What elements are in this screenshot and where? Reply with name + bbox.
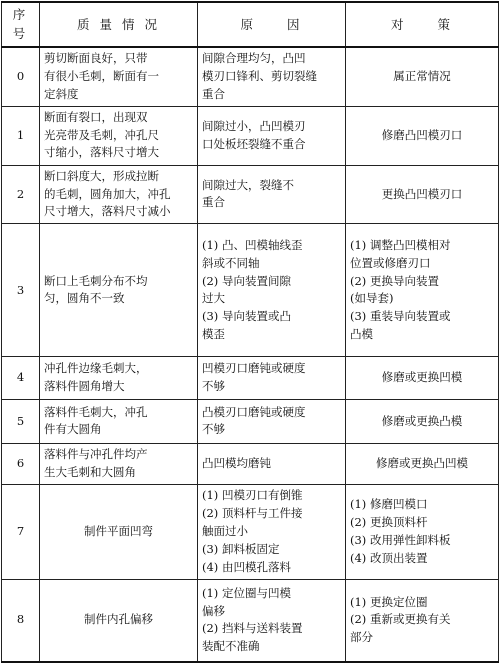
cell-line: 偏移 (202, 603, 225, 618)
header-quality: 质 量 情 况 (40, 2, 198, 47)
cell-line: 属正常情况 (393, 68, 451, 83)
cell-line: (4) 由凹模孔落料 (202, 559, 291, 574)
table-row (2, 165, 499, 224)
cell-line: 匀，圆角不一致 (44, 291, 125, 306)
header-cause: 原 因 (198, 2, 346, 47)
cell-line: 制件内孔偏移 (84, 612, 153, 627)
measure-cell (346, 357, 499, 399)
cell-line: 间隙过小，凸凹模刃 (202, 118, 306, 133)
cell-line: (如导套) (350, 291, 394, 306)
row-index: 3 (2, 224, 40, 357)
cell-line: 不够 (202, 422, 225, 437)
cell-line: 模歪 (202, 327, 225, 342)
cell-line: 更换凸凹模刃口 (381, 186, 463, 201)
cell-line: 生大毛刺和大圆角 (44, 465, 136, 480)
cell-line: 修磨或更换凸凹模 (376, 456, 468, 471)
cell-line: (3) 卸料板固定 (202, 541, 280, 556)
header-row (2, 2, 499, 47)
cell-line: 修磨或更换凹模 (381, 370, 463, 385)
cell-line: 光亮带及毛刺，冲孔尺 (44, 127, 159, 142)
measure-cell (346, 165, 499, 224)
quality-cell (40, 579, 198, 662)
cell-line: (2) 挡料与送料装置 (202, 621, 303, 636)
cell-line: 凸模 (350, 327, 373, 342)
header-index: 序号 (2, 2, 40, 47)
cell-line: (2) 顶料杆与工件接 (202, 506, 303, 521)
cell-line: 寸缩小，落料尺寸增大 (44, 145, 159, 160)
cell-line: 位置或修磨刃口 (350, 255, 431, 270)
cell-line: (3) 导向装置或凸 (202, 309, 291, 324)
cell-line: 不够 (202, 379, 225, 394)
measure-cell (346, 485, 499, 580)
row-index: 0 (2, 47, 40, 106)
cell-line: (1) 定位圈与凹模 (202, 585, 291, 600)
cell-line: 剪切断面良好，只带 (44, 50, 148, 65)
quality-cell (40, 485, 198, 580)
cell-line: 制件平面凹弯 (84, 524, 153, 538)
defect-table (1, 1, 499, 663)
measure-cell (346, 47, 499, 106)
cell-line: 有很小毛刺，断面有一 (44, 68, 159, 83)
row-index: 7 (2, 485, 40, 580)
cell-line: 的毛刺，圆角加大，冲孔 (44, 186, 171, 201)
quality-cell (40, 106, 198, 165)
cell-line: 重合 (202, 195, 225, 210)
cause-cell (198, 444, 346, 485)
cell-line: 重合 (202, 86, 225, 101)
table-row (2, 579, 499, 662)
quality-cell (40, 47, 198, 106)
cell-line: 口处板坯裂缝不重合 (202, 136, 306, 151)
measure-cell (346, 224, 499, 357)
table-body (2, 47, 499, 662)
row-index: 2 (2, 165, 40, 224)
cause-cell (198, 165, 346, 224)
measure-cell (346, 106, 499, 165)
table-row (2, 357, 499, 399)
cause-cell (198, 485, 346, 580)
cell-line: 凹模刃口磨钝或硬度 (202, 361, 306, 376)
measure-cell (346, 579, 499, 662)
cell-line: 落料件圆角增大 (44, 379, 125, 394)
cell-line: 断口斜度大，形成拉断 (44, 168, 159, 183)
cell-line: 部分 (350, 630, 373, 645)
cell-line: (2) 更换导向装置 (350, 273, 439, 288)
quality-cell (40, 224, 198, 357)
measure-cell (346, 444, 499, 485)
table-row (2, 399, 499, 443)
cell-line: 装配不准确 (202, 639, 260, 654)
cell-line: 定斜度 (44, 86, 79, 101)
table-row (2, 106, 499, 165)
cause-cell (198, 357, 346, 399)
cell-line: 斜或不同轴 (202, 255, 260, 270)
row-index: 6 (2, 444, 40, 485)
cell-line: 件有大圆角 (44, 422, 102, 437)
cell-line: (3) 重装导向装置或 (350, 309, 451, 324)
cell-line: (2) 重新或更换有关 (350, 612, 451, 627)
cell-line: (1) 凹模刃口有倒锥 (202, 488, 303, 503)
cause-cell (198, 224, 346, 357)
cause-cell (198, 579, 346, 662)
cell-line: 落料件与冲孔件均产 (44, 447, 148, 462)
cell-line: 模刃口锋利、剪切裂缝 (202, 68, 317, 83)
cell-line: 间隙过大，裂缝不 (202, 177, 294, 192)
measure-cell (346, 399, 499, 443)
quality-cell (40, 165, 198, 224)
cell-line: 凸模刃口磨钝或硬度 (202, 404, 306, 419)
row-index: 1 (2, 106, 40, 165)
cell-line: (4) 改顶出装置 (350, 550, 428, 565)
cell-line: 间隙合理均匀，凸凹 (202, 50, 306, 65)
table-row (2, 444, 499, 485)
cell-line: 断面有裂口，出现双 (44, 109, 148, 124)
row-index: 8 (2, 579, 40, 662)
table-header (2, 2, 499, 47)
cell-line: (2) 更换顶料杆 (350, 515, 428, 530)
cell-line: (1) 调整凸凹模相对 (350, 237, 451, 252)
cause-cell (198, 47, 346, 106)
cell-line: (2) 导向装置间隙 (202, 273, 291, 288)
cell-line: 修磨凸凹模刃口 (381, 127, 463, 142)
cell-line: (1) 凸、凹模轴线歪 (202, 237, 303, 252)
row-index: 4 (2, 357, 40, 399)
cell-line: 尺寸增大，落料尺寸减小 (44, 204, 171, 219)
cell-line: 触面过小 (202, 524, 248, 538)
cell-line: (3) 改用弹性卸料板 (350, 532, 451, 547)
table-row (2, 485, 499, 580)
quality-cell (40, 357, 198, 399)
table-row (2, 47, 499, 106)
quality-cell (40, 444, 198, 485)
quality-cell (40, 399, 198, 443)
table-row (2, 224, 499, 357)
cell-line: 落料件毛刺大，冲孔 (44, 404, 148, 419)
cell-line: 修磨或更换凸模 (381, 413, 463, 428)
cell-line: (1) 修磨凹模口 (350, 497, 428, 512)
cell-line: 过大 (202, 291, 225, 306)
cell-line: 断口上毛刺分布不均 (44, 273, 148, 288)
row-index: 5 (2, 399, 40, 443)
header-measure: 对 策 (346, 2, 499, 47)
cell-line: 凸凹模均磨钝 (202, 456, 271, 471)
cell-line: 冲孔件边缘毛刺大， (44, 361, 148, 376)
cause-cell (198, 106, 346, 165)
cause-cell (198, 399, 346, 443)
cell-line: (1) 更换定位圈 (350, 594, 428, 609)
